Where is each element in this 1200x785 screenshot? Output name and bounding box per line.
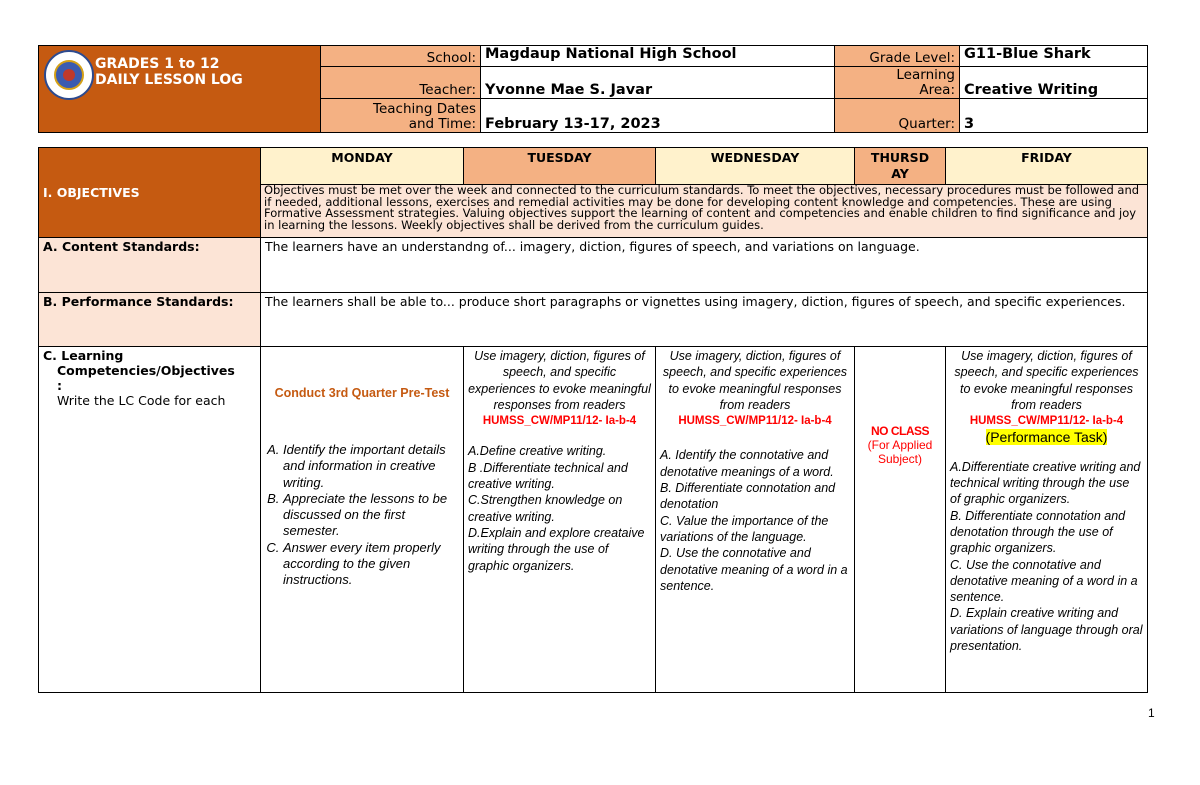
objectives-text: Objectives must be met over the week and connected to the curriculum standards. To meet the objectives, necessary procedures must be followed and if needed, additional lessons, exercises and remedial activities may be done for developing content knowledge and competencies. These are using Formative Assessment strategies. Valuing objectives support the learning of content and competencies and enable children to find significance and joy in learning the lessons. Weekly objectives shall be derived from the curriculum guides. <box>261 185 1148 238</box>
day-thursday <box>855 148 946 185</box>
title-grades: GRADES 1 to 12 <box>95 56 220 72</box>
wednesday-item: B. Differentiate connotation and denotation <box>660 481 836 512</box>
list-item: A. Identify the important details and information in creative writing. <box>283 442 459 491</box>
monday-competencies <box>261 347 464 693</box>
area-label <box>835 67 960 99</box>
wednesday-item: D. Use the connotative and denotative meaning of a word in a sentence. <box>660 546 848 593</box>
school-value: Magdaup National High School <box>481 46 835 67</box>
tuesday-competencies <box>464 347 656 693</box>
tuesday-item: A.Define creative writing. <box>468 444 607 459</box>
dates-label-1: Teaching Dates <box>373 101 476 117</box>
tuesday-item: D.Explain and explore creataive writing through the use of graphic organizers. <box>468 525 645 573</box>
area-label-1: Learning <box>896 67 955 83</box>
performance-standards-text: The learners shall be able to... produce short paragraphs or vignettes using imagery, diction, figures of speech, and specific experiences. <box>261 293 1148 347</box>
deped-seal-icon <box>44 50 94 100</box>
thursday-competencies <box>855 347 946 693</box>
monday-pretest-title: Conduct 3rd Quarter Pre-Test <box>274 386 450 400</box>
school-label: School: <box>321 46 481 67</box>
friday-item: B. Differentiate connotation and denotation through the use of graphic organizers. <box>950 508 1126 556</box>
quarter-label: Quarter: <box>835 99 960 133</box>
wednesday-item: A. Identify the connotative and denotative meanings of a word. <box>660 448 834 479</box>
day-thursday-1: THURSD <box>870 150 930 165</box>
competencies-label-3: : <box>57 378 62 393</box>
dates-value: February 13-17, 2023 <box>481 99 835 133</box>
friday-item: D. Explain creative writing and variations of language through oral presentation. <box>950 606 1143 654</box>
content-standards-text: The learners have an understandng of... imagery, diction, figures of speech, and variations on language. <box>261 238 1148 293</box>
thursday-note: (For Applied Subject) <box>867 438 933 466</box>
day-tuesday: TUESDAY <box>464 148 656 185</box>
list-item: C. Answer every item properly according to the given instructions. <box>283 540 459 589</box>
teacher-label: Teacher: <box>321 67 481 99</box>
friday-item: C. Use the connotative and denotative meaning of a word in a sentence. <box>950 557 1138 605</box>
grade-value: G11-Blue Shark <box>960 46 1148 67</box>
day-wednesday-label: WEDNESDAY <box>710 150 800 165</box>
tuesday-lc: Use imagery, diction, figures of speech, and specific experiences to evoke meaningful responses from readers <box>468 349 651 412</box>
quarter-value: 3 <box>960 99 1148 133</box>
wednesday-lc: Use imagery, diction, figures of speech, and specific experiences to evoke meaningful responses from readers <box>662 349 848 412</box>
wednesday-competencies <box>656 347 855 693</box>
teacher-value: Yvonne Mae S. Javar <box>481 67 835 99</box>
title-dll: DAILY LESSON LOG <box>95 72 243 88</box>
page-number: 1 <box>1148 706 1155 720</box>
list-item: B. Appreciate the lessons to be discussed on the first semester. <box>283 491 459 540</box>
wednesday-item: C. Value the importance of the variations of the language. <box>660 513 829 544</box>
content-standards-label: A. Content Standards: <box>39 238 261 293</box>
thursday-no-class: NO CLASS <box>870 424 929 438</box>
day-thursday-2: AY <box>891 166 909 181</box>
tuesday-item: C.Strengthen knowledge on creative writing. <box>468 493 623 524</box>
dates-label-2: and Time: <box>408 116 476 132</box>
performance-standards-label: B. Performance Standards: <box>39 293 261 347</box>
area-label-2: Area: <box>919 82 955 98</box>
friday-performance-task: (Performance Task) <box>985 429 1108 446</box>
wednesday-lc-code: HUMSS_CW/MP11/12- Ia-b-4 <box>678 415 832 428</box>
friday-lc-code: HUMSS_CW/MP11/12- Ia-b-4 <box>969 415 1124 428</box>
day-friday: FRIDAY <box>946 148 1148 185</box>
competencies-label-4: Write the LC Code for each <box>57 393 226 408</box>
day-monday: MONDAY <box>261 148 464 185</box>
tuesday-item: B .Differentiate technical and creative writing. <box>468 460 628 492</box>
header-table <box>38 45 1148 133</box>
tuesday-lc-code: HUMSS_CW/MP11/12- Ia-b-4 <box>482 415 637 428</box>
friday-lc: Use imagery, diction, figures of speech, and specific experiences to evoke meaningful responses from readers <box>954 349 1139 412</box>
friday-item: A.Differentiate creative writing and technical writing through the use of graphic organizers. <box>950 459 1141 507</box>
competencies-label-1: C. Learning <box>43 348 124 363</box>
area-value: Creative Writing <box>960 67 1148 99</box>
objectives-title: I. OBJECTIVES <box>39 148 261 238</box>
dlL-brand-cell <box>39 46 321 133</box>
lesson-log-table <box>38 147 1148 693</box>
competencies-label-2: Competencies/Objectives <box>57 363 235 378</box>
dates-label <box>321 99 481 133</box>
grade-label: Grade Level: <box>835 46 960 67</box>
day-wednesday <box>656 148 855 185</box>
friday-competencies <box>946 347 1148 693</box>
competencies-label <box>39 347 261 693</box>
monday-objectives-list <box>265 442 459 589</box>
